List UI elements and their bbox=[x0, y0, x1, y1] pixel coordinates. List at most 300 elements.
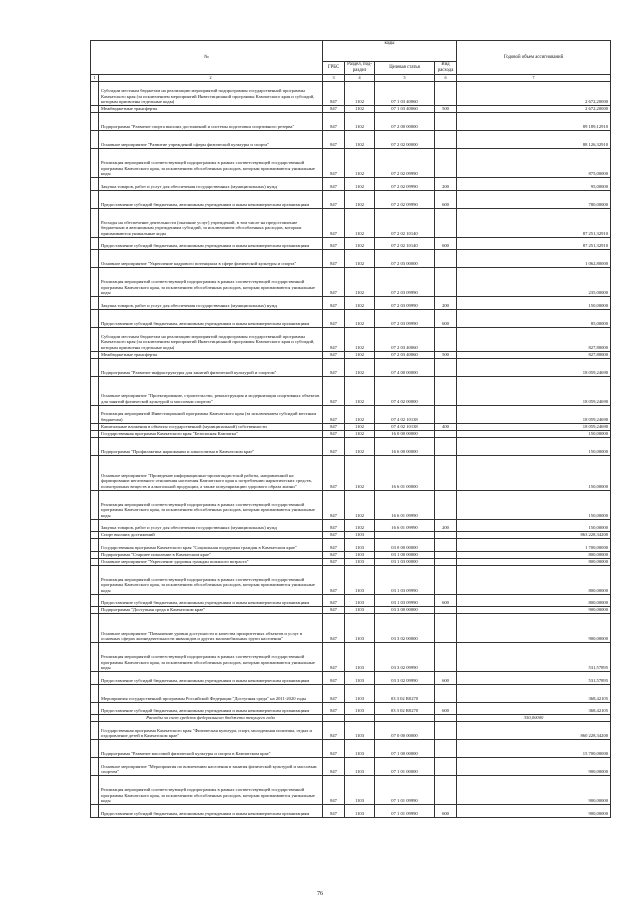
row-section: 1102 bbox=[345, 208, 375, 237]
row-kind bbox=[435, 268, 457, 297]
row-name: Основное мероприятие "Укрепление кадрового потенциала в сфере физической культуры и спорта" bbox=[99, 250, 323, 268]
row-sum: 350,00000 bbox=[457, 715, 611, 722]
row-name: Подпрограмма "Доступная среда в Камчатском крае" bbox=[99, 607, 323, 614]
header-grbs: ГРБС bbox=[323, 62, 345, 75]
row-grbs: 847 bbox=[323, 405, 345, 423]
row-section: 1102 bbox=[345, 358, 375, 376]
row-target: 16 6 01 00000 bbox=[375, 455, 435, 490]
row-kind bbox=[435, 539, 457, 552]
row-sum: 900,00000 bbox=[457, 614, 611, 643]
row-number-cell bbox=[91, 551, 99, 558]
row-name: Мероприятия государственной программы Российской Федерации "Доступная среда" на 2011-2020 годы bbox=[99, 684, 323, 702]
row-grbs: 847 bbox=[323, 455, 345, 490]
row-section: 1102 bbox=[345, 327, 375, 351]
row-kind: 600 bbox=[435, 309, 457, 327]
row-number-cell bbox=[91, 455, 99, 490]
table-row bbox=[91, 268, 611, 297]
row-target: 07 1 03 40060 bbox=[375, 82, 435, 106]
row-section: 1103 bbox=[345, 722, 375, 740]
row-kind bbox=[435, 758, 457, 776]
row-grbs: 847 bbox=[323, 643, 345, 672]
row-section: 1102 bbox=[345, 455, 375, 490]
row-sum: 15 700,00000 bbox=[457, 740, 611, 758]
row-number-cell bbox=[91, 672, 99, 685]
row-number-cell bbox=[91, 437, 99, 455]
table-row bbox=[91, 358, 611, 376]
table-row bbox=[91, 519, 611, 532]
row-number-cell bbox=[91, 805, 99, 818]
row-number-cell bbox=[91, 539, 99, 552]
row-name: Межбюджетные трансферты bbox=[99, 351, 323, 358]
budget-sheet bbox=[90, 40, 610, 818]
table-row bbox=[91, 614, 611, 643]
row-number-cell bbox=[91, 237, 99, 250]
row-grbs: 847 bbox=[323, 149, 345, 178]
row-target: 07 2 02 09990 bbox=[375, 178, 435, 191]
row-section: 1102 bbox=[345, 405, 375, 423]
row-sum: 863 228,34200 bbox=[457, 532, 611, 539]
row-section: 1103 bbox=[345, 532, 375, 539]
row-sum: 88 126,32910 bbox=[457, 131, 611, 149]
row-kind bbox=[435, 327, 457, 351]
row-target: 07 4 02 10138 bbox=[375, 405, 435, 423]
row-kind bbox=[435, 551, 457, 558]
row-name: Межбюджетные трансферты bbox=[99, 106, 323, 113]
row-target: 03 3 02 00000 bbox=[375, 614, 435, 643]
header-index: 4 bbox=[345, 75, 375, 82]
page-number: 76 bbox=[317, 891, 323, 897]
row-grbs: 847 bbox=[323, 376, 345, 405]
row-section: 1102 bbox=[345, 113, 375, 131]
row-target: 03 3 00 00000 bbox=[375, 607, 435, 614]
row-kind bbox=[435, 455, 457, 490]
row-kind bbox=[435, 376, 457, 405]
row-sum: 800,00000 bbox=[457, 558, 611, 565]
row-grbs: 847 bbox=[323, 190, 345, 208]
row-section: 1102 bbox=[345, 376, 375, 405]
row-grbs: 847 bbox=[323, 106, 345, 113]
row-name: Реализация мероприятий Инвестиционной программы Камчатского края (за исключением субсидий местным бюджетам) bbox=[99, 405, 323, 423]
row-target: 07 1 01 09990 bbox=[375, 776, 435, 805]
row-kind bbox=[435, 558, 457, 565]
row-target: 07 2 03 09990 bbox=[375, 268, 435, 297]
row-kind bbox=[435, 208, 457, 237]
row-grbs: 847 bbox=[323, 178, 345, 191]
row-section: 1102 bbox=[345, 519, 375, 532]
row-grbs: 847 bbox=[323, 776, 345, 805]
row-grbs: 847 bbox=[323, 558, 345, 565]
row-kind: 600 bbox=[435, 805, 457, 818]
row-name: Предоставление субсидий бюджетным, автономным учреждениям и иным некоммерческим организациям bbox=[99, 190, 323, 208]
row-sum: 18 059,24690 bbox=[457, 376, 611, 405]
row-kind bbox=[435, 250, 457, 268]
row-name: Реализация мероприятий соответствующей подпрограммы в рамках соответствующей государственной программы Камчатского края, за исключением обособленных расходов, которым присваиваются уникальные коды bbox=[99, 490, 323, 519]
row-number-cell bbox=[91, 722, 99, 740]
row-number-cell bbox=[91, 82, 99, 106]
row-name: Реализация мероприятий соответствующей подпрограммы в рамках соответствующей государственной программы Камчатского края, за исключением обособленных расходов, которым присваиваются уникальные коды bbox=[99, 268, 323, 297]
row-target: 07 1 01 00000 bbox=[375, 758, 435, 776]
header-index: 2 bbox=[99, 75, 323, 82]
row-target: 07 2 02 10140 bbox=[375, 237, 435, 250]
row-section bbox=[345, 715, 375, 722]
row-name: Государственная программа Камчатского края "Безопасная Камчатка" bbox=[99, 430, 323, 437]
row-number-cell bbox=[91, 519, 99, 532]
row-name: Закупка товаров, работ и услуг для обеспечения государственных (муниципальных) нужд bbox=[99, 178, 323, 191]
table-row bbox=[91, 250, 611, 268]
row-kind bbox=[435, 405, 457, 423]
row-grbs: 847 bbox=[323, 539, 345, 552]
row-kind: 400 bbox=[435, 423, 457, 430]
row-number-cell bbox=[91, 250, 99, 268]
table-row bbox=[91, 722, 611, 740]
row-target: 07 1 01 09990 bbox=[375, 805, 435, 818]
row-number-cell bbox=[91, 358, 99, 376]
table-row bbox=[91, 532, 611, 539]
row-target: 16 6 01 09990 bbox=[375, 519, 435, 532]
row-sum: 18 059,24690 bbox=[457, 405, 611, 423]
row-grbs: 847 bbox=[323, 532, 345, 539]
row-sum: 1 062,80000 bbox=[457, 250, 611, 268]
table-row bbox=[91, 565, 611, 594]
row-section: 1103 bbox=[345, 805, 375, 818]
row-kind bbox=[435, 722, 457, 740]
table-row bbox=[91, 405, 611, 423]
row-target: 07 1 00 00000 bbox=[375, 740, 435, 758]
row-grbs: 847 bbox=[323, 565, 345, 594]
row-name: Реализация мероприятий соответствующей подпрограммы в рамках соответствующей государственной программы Камчатского края, за исключением обособленных расходов, которым присваиваются уникальные коды bbox=[99, 149, 323, 178]
table-row bbox=[91, 594, 611, 607]
row-sum: 368,42105 bbox=[457, 702, 611, 715]
row-number-cell bbox=[91, 758, 99, 776]
row-sum: 531,57895 bbox=[457, 672, 611, 685]
row-name: Спорт высших достижений bbox=[99, 532, 323, 539]
row-target: 07 2 03 40060 bbox=[375, 327, 435, 351]
header-number: № bbox=[91, 41, 323, 75]
table-row bbox=[91, 178, 611, 191]
row-kind bbox=[435, 684, 457, 702]
row-section: 1103 bbox=[345, 614, 375, 643]
table-row bbox=[91, 740, 611, 758]
row-name: Подпрограмма "Развитие массовой физической культуры и спорта в Камчатском крае" bbox=[99, 740, 323, 758]
row-section: 1102 bbox=[345, 178, 375, 191]
row-grbs: 847 bbox=[323, 437, 345, 455]
row-sum: 89 189,12910 bbox=[457, 113, 611, 131]
table-row bbox=[91, 106, 611, 113]
row-number-cell bbox=[91, 106, 99, 113]
row-section: 1102 bbox=[345, 106, 375, 113]
row-section: 1103 bbox=[345, 565, 375, 594]
header-codes: коды bbox=[323, 41, 457, 62]
row-section: 1102 bbox=[345, 190, 375, 208]
row-sum: 18 059,24690 bbox=[457, 423, 611, 430]
table-row bbox=[91, 672, 611, 685]
row-sum: 2 672,20000 bbox=[457, 82, 611, 106]
row-target: 16 6 01 09990 bbox=[375, 490, 435, 519]
row-kind bbox=[435, 358, 457, 376]
row-target: 07 4 00 00000 bbox=[375, 358, 435, 376]
row-number-cell bbox=[91, 405, 99, 423]
row-section: 1102 bbox=[345, 82, 375, 106]
row-grbs: 847 bbox=[323, 309, 345, 327]
table-row bbox=[91, 309, 611, 327]
row-name: Реализация мероприятий соответствующей подпрограммы в рамках соответствующей государственной программы Камчатского края, за исключением обособленных расходов, которым присваиваются уникальные коды bbox=[99, 643, 323, 672]
row-name: Закупка товаров, работ и услуг для обеспечения государственных (муниципальных) нужд bbox=[99, 519, 323, 532]
row-section: 1103 bbox=[345, 684, 375, 702]
row-number-cell bbox=[91, 558, 99, 565]
row-grbs: 847 bbox=[323, 519, 345, 532]
row-sum: 800,00000 bbox=[457, 565, 611, 594]
row-number-cell bbox=[91, 430, 99, 437]
row-kind: 600 bbox=[435, 190, 457, 208]
row-name: Расходы за счет средств федерального бюджета текущего года bbox=[99, 715, 323, 722]
row-sum: 800,00000 bbox=[457, 551, 611, 558]
table-row bbox=[91, 149, 611, 178]
row-name: Основное мероприятие "Мероприятия по вовлечению населения в занятия физической культурой и массовым спортом" bbox=[99, 758, 323, 776]
row-name: Основное мероприятие "Проведение информационно-пропагандистской работы, направленной на формирование негативного отношения населения Камчатского края к потреблению наркотических средств, психотропных веществ и алкогольной продукции, а также популяризацию здорового образа жизни" bbox=[99, 455, 323, 490]
row-target: 16 6 00 00000 bbox=[375, 437, 435, 455]
row-name: Основное мероприятие "Проектирование, строительство, реконструкция и модернизация спортивных объектов для занятий физической культурой и массовым спортом" bbox=[99, 376, 323, 405]
row-target: 03 1 03 00000 bbox=[375, 558, 435, 565]
row-target: 07 0 00 00000 bbox=[375, 722, 435, 740]
table-row bbox=[91, 430, 611, 437]
row-sum: 95,00000 bbox=[457, 178, 611, 191]
table-row bbox=[91, 437, 611, 455]
row-sum: 827,80000 bbox=[457, 351, 611, 358]
table-row bbox=[91, 758, 611, 776]
row-target: 03 0 00 00000 bbox=[375, 539, 435, 552]
table-row bbox=[91, 82, 611, 106]
row-name: Предоставление субсидий бюджетным, автономным учреждениям и иным некоммерческим организациям bbox=[99, 237, 323, 250]
row-name: Реализация мероприятий соответствующей подпрограммы в рамках соответствующей государственной программы Камчатского края, за исключением обособленных расходов, которым присваиваются уникальные коды bbox=[99, 565, 323, 594]
row-kind: 600 bbox=[435, 672, 457, 685]
row-kind bbox=[435, 614, 457, 643]
header-index: 6 bbox=[435, 75, 457, 82]
row-number-cell bbox=[91, 490, 99, 519]
row-sum: 900,00000 bbox=[457, 607, 611, 614]
row-sum: 150,00000 bbox=[457, 437, 611, 455]
row-sum: 800,00000 bbox=[457, 594, 611, 607]
row-kind bbox=[435, 82, 457, 106]
row-number-cell bbox=[91, 131, 99, 149]
row-number-cell bbox=[91, 190, 99, 208]
row-number-cell bbox=[91, 149, 99, 178]
row-number-cell bbox=[91, 113, 99, 131]
row-name: Субсидии местным бюджетам на реализацию мероприятий подпрограммы государственной программы Камчатского края (за исключением мероприятий Инвестиционной программы Камчатского края и субсидий, которым присвоены отдельные коды) bbox=[99, 327, 323, 351]
row-grbs: 847 bbox=[323, 297, 345, 310]
row-name: Подпрограмма "Развитие инфраструктуры для занятий физической культурой и спортом" bbox=[99, 358, 323, 376]
row-sum: 2 672,20000 bbox=[457, 106, 611, 113]
row-section: 1102 bbox=[345, 297, 375, 310]
row-name: Основное мероприятие "Развитие учреждений сферы физической культуры и спорта" bbox=[99, 131, 323, 149]
row-number-cell bbox=[91, 715, 99, 722]
row-section: 1102 bbox=[345, 268, 375, 297]
row-target: 07 2 03 09990 bbox=[375, 309, 435, 327]
row-sum: 368,42105 bbox=[457, 684, 611, 702]
header-annual: Годовой объем ассигнований bbox=[457, 41, 611, 75]
row-name: Подпрограмма "Старшее поколение в Камчатском крае" bbox=[99, 551, 323, 558]
row-sum: 150,00000 bbox=[457, 490, 611, 519]
row-name: Основное мероприятие "Укрепление здоровья граждан пожилого возраста" bbox=[99, 558, 323, 565]
row-grbs: 847 bbox=[323, 758, 345, 776]
row-number-cell bbox=[91, 268, 99, 297]
table-row bbox=[91, 327, 611, 351]
header-target: Целевая статья bbox=[375, 62, 435, 75]
table-row bbox=[91, 776, 611, 805]
row-number-cell bbox=[91, 423, 99, 430]
row-target: 03 3 02 R0270 bbox=[375, 702, 435, 715]
row-number-cell bbox=[91, 297, 99, 310]
row-section: 1102 bbox=[345, 430, 375, 437]
row-number-cell bbox=[91, 178, 99, 191]
row-number-cell bbox=[91, 607, 99, 614]
row-target: 16 0 00 00000 bbox=[375, 430, 435, 437]
row-grbs: 847 bbox=[323, 131, 345, 149]
row-sum: 531,57895 bbox=[457, 643, 611, 672]
row-grbs: 847 bbox=[323, 551, 345, 558]
row-grbs: 847 bbox=[323, 208, 345, 237]
row-grbs: 847 bbox=[323, 614, 345, 643]
table-row bbox=[91, 805, 611, 818]
row-section: 1102 bbox=[345, 309, 375, 327]
header-index: 1 bbox=[91, 75, 99, 82]
row-number-cell bbox=[91, 614, 99, 643]
row-sum: 900,00000 bbox=[457, 758, 611, 776]
row-grbs: 847 bbox=[323, 327, 345, 351]
row-grbs: 847 bbox=[323, 423, 345, 430]
row-grbs bbox=[323, 715, 345, 722]
table-row bbox=[91, 702, 611, 715]
row-target: 03 1 03 09990 bbox=[375, 594, 435, 607]
row-sum: 235,00000 bbox=[457, 268, 611, 297]
row-target: 03 3 02 R0270 bbox=[375, 684, 435, 702]
row-section: 1103 bbox=[345, 776, 375, 805]
table-row bbox=[91, 490, 611, 519]
row-grbs: 847 bbox=[323, 672, 345, 685]
row-grbs: 847 bbox=[323, 490, 345, 519]
row-name: Государственная программа Камчатского края "Физическая культура, спорт, молодежная политика, отдых и оздоровление детей в Камчатском крае" bbox=[99, 722, 323, 740]
row-target: 03 1 03 09990 bbox=[375, 565, 435, 594]
row-target: 07 2 02 10140 bbox=[375, 208, 435, 237]
row-grbs: 847 bbox=[323, 805, 345, 818]
header-index: 7 bbox=[457, 75, 611, 82]
row-kind bbox=[435, 776, 457, 805]
row-target bbox=[375, 715, 435, 722]
row-name: Предоставление субсидий бюджетным, автономным учреждениям и иным некоммерческим организациям bbox=[99, 702, 323, 715]
table-row bbox=[91, 423, 611, 430]
row-grbs: 847 bbox=[323, 237, 345, 250]
row-target: 03 3 02 09990 bbox=[375, 672, 435, 685]
row-target: 07 2 03 00000 bbox=[375, 250, 435, 268]
row-kind bbox=[435, 113, 457, 131]
table-row bbox=[91, 376, 611, 405]
header-section: Раздел, под-раздел bbox=[345, 62, 375, 75]
row-name: Капитальные вложения в объекты государственной (муниципальной) собственности bbox=[99, 423, 323, 430]
row-target: 07 2 02 00000 bbox=[375, 131, 435, 149]
row-section: 1102 bbox=[345, 423, 375, 430]
row-section: 1102 bbox=[345, 250, 375, 268]
row-sum: 150,00000 bbox=[457, 455, 611, 490]
row-target bbox=[375, 532, 435, 539]
row-grbs: 847 bbox=[323, 722, 345, 740]
row-section: 1103 bbox=[345, 539, 375, 552]
row-name: Государственная программа Камчатского края "Социальная поддержка граждан в Камчатском крае" bbox=[99, 539, 323, 552]
row-name: Реализация мероприятий соответствующей подпрограммы в рамках соответствующей государственной программы Камчатского края, за исключением обособленных расходов, которым присваиваются уникальные коды bbox=[99, 776, 323, 805]
row-number-cell bbox=[91, 351, 99, 358]
table-row bbox=[91, 237, 611, 250]
row-number-cell bbox=[91, 740, 99, 758]
header-index: 3 bbox=[323, 75, 345, 82]
row-sum: 150,00000 bbox=[457, 297, 611, 310]
row-sum: 1 700,00000 bbox=[457, 539, 611, 552]
row-number-cell bbox=[91, 565, 99, 594]
row-grbs: 847 bbox=[323, 268, 345, 297]
row-grbs: 847 bbox=[323, 250, 345, 268]
row-grbs: 847 bbox=[323, 740, 345, 758]
row-section: 1102 bbox=[345, 149, 375, 178]
row-kind bbox=[435, 131, 457, 149]
row-kind bbox=[435, 490, 457, 519]
row-target: 07 2 03 09990 bbox=[375, 297, 435, 310]
row-name: Подпрограмма "Профилактика наркомании и алкоголизма в Камчатском крае" bbox=[99, 437, 323, 455]
row-number-cell bbox=[91, 594, 99, 607]
row-sum: 900,00000 bbox=[457, 776, 611, 805]
row-target: 07 4 02 10138 bbox=[375, 423, 435, 430]
table-row bbox=[91, 297, 611, 310]
row-number-cell bbox=[91, 327, 99, 351]
row-number-cell bbox=[91, 208, 99, 237]
row-target: 07 2 03 40060 bbox=[375, 351, 435, 358]
row-name: Предоставление субсидий бюджетным, автономным учреждениям и иным некоммерческим организациям bbox=[99, 672, 323, 685]
row-name: Предоставление субсидий бюджетным, автономным учреждениям и иным некоммерческим организациям bbox=[99, 594, 323, 607]
row-name: Закупка товаров, работ и услуг для обеспечения государственных (муниципальных) нужд bbox=[99, 297, 323, 310]
row-section: 1102 bbox=[345, 237, 375, 250]
row-kind: 200 bbox=[435, 297, 457, 310]
row-target: 07 2 00 00000 bbox=[375, 113, 435, 131]
row-number-cell bbox=[91, 309, 99, 327]
row-section: 1103 bbox=[345, 672, 375, 685]
row-sum: 860 228,34200 bbox=[457, 722, 611, 740]
table-row bbox=[91, 190, 611, 208]
row-grbs: 847 bbox=[323, 607, 345, 614]
table-row bbox=[91, 558, 611, 565]
row-kind: 600 bbox=[435, 237, 457, 250]
row-number-cell bbox=[91, 643, 99, 672]
row-kind bbox=[435, 643, 457, 672]
row-target: 07 2 02 09990 bbox=[375, 149, 435, 178]
row-kind bbox=[435, 149, 457, 178]
row-name: Предоставление субсидий бюджетным, автономным учреждениям и иным некоммерческим организациям bbox=[99, 309, 323, 327]
table-row bbox=[91, 715, 611, 722]
table-row bbox=[91, 551, 611, 558]
row-section: 1102 bbox=[345, 351, 375, 358]
row-name: Основное мероприятие "Повышение уровня доступности и качества приоритетных объектов и услуг в основных сферах жизнедеятельности инвалидов и других маломобильных групп населения" bbox=[99, 614, 323, 643]
row-section: 1103 bbox=[345, 643, 375, 672]
table-row bbox=[91, 113, 611, 131]
row-grbs: 847 bbox=[323, 684, 345, 702]
row-section: 1103 bbox=[345, 702, 375, 715]
row-sum: 87 251,32910 bbox=[457, 237, 611, 250]
row-sum: 780,00000 bbox=[457, 190, 611, 208]
row-grbs: 847 bbox=[323, 594, 345, 607]
header-index: 5 bbox=[375, 75, 435, 82]
row-kind: 200 bbox=[435, 178, 457, 191]
row-name: Предоставление субсидий бюджетным, автономным учреждениям и иным некоммерческим организациям bbox=[99, 805, 323, 818]
row-number-cell bbox=[91, 776, 99, 805]
row-sum: 87 251,32910 bbox=[457, 208, 611, 237]
row-grbs: 847 bbox=[323, 702, 345, 715]
row-kind bbox=[435, 715, 457, 722]
table-row bbox=[91, 607, 611, 614]
